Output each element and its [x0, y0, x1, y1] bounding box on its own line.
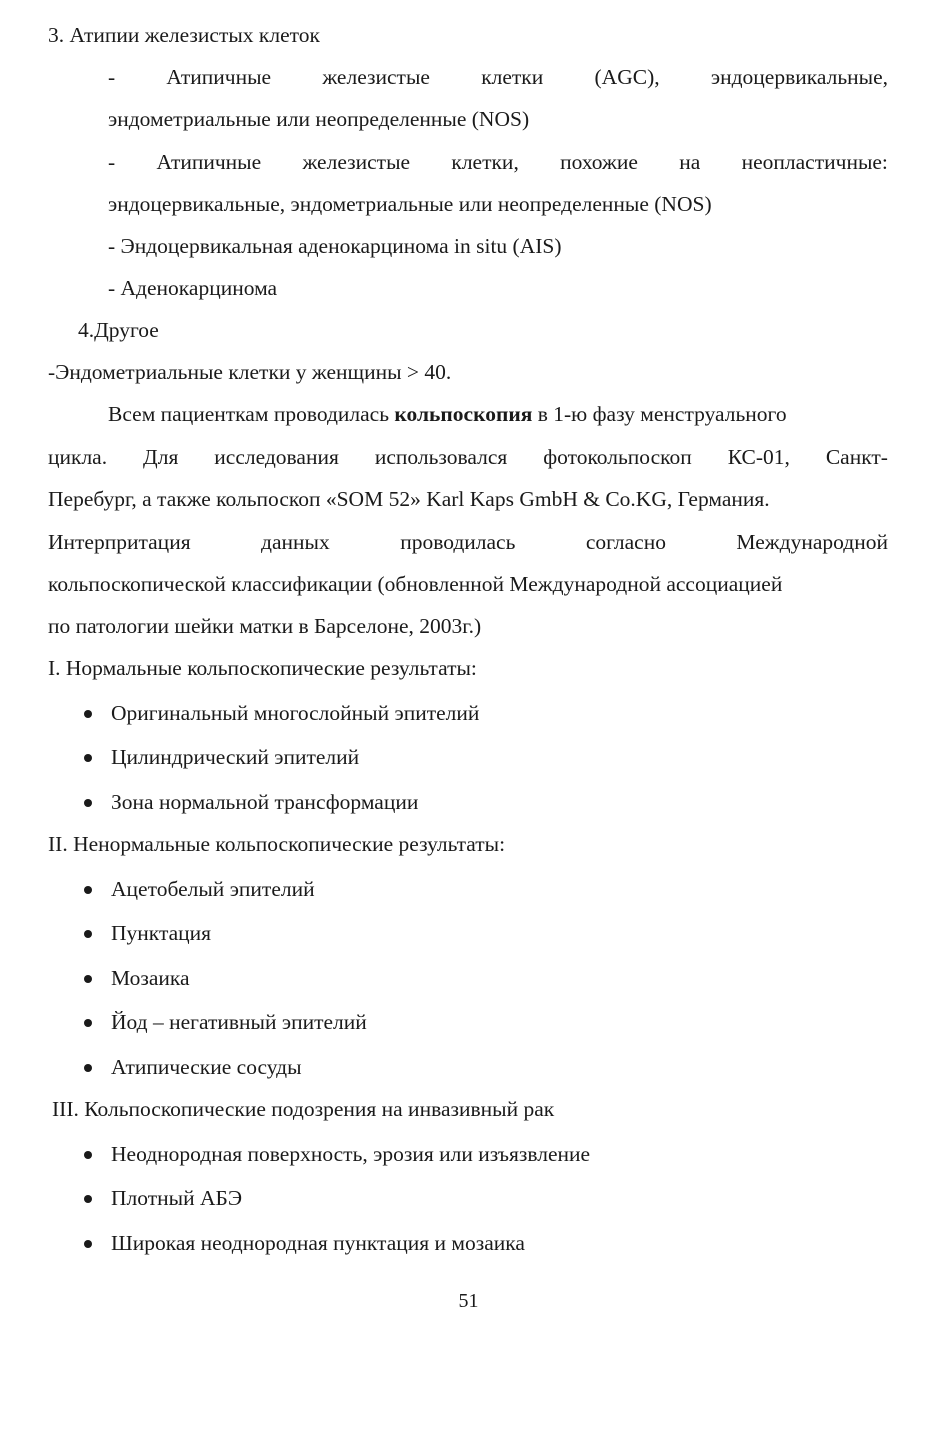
word: клетки,: [451, 150, 519, 174]
word: железистые: [322, 65, 430, 89]
word: Для: [143, 445, 179, 469]
bullet-icon: [84, 1195, 92, 1203]
group-1-item: Зона нормальной трансформации: [111, 790, 419, 814]
word: эндоцервикальные,: [710, 65, 888, 89]
bullet-icon: [84, 799, 92, 807]
word: на: [679, 150, 701, 174]
group-2-item: Йод – негативный эпителий: [111, 1010, 367, 1034]
group-1-heading: I. Нормальные кольпоскопические результаты:: [48, 656, 477, 680]
word: -: [108, 150, 116, 174]
word: цикла.: [48, 445, 108, 469]
bullet-icon: [84, 754, 92, 762]
word: Санкт-: [825, 445, 888, 469]
word: -: [108, 65, 116, 89]
section-3-item-1-line-2: эндометриальные или неопределенные (NOS): [108, 107, 530, 131]
word: данных: [261, 530, 330, 554]
word: Интерпритация: [48, 530, 191, 554]
word: клетки: [481, 65, 544, 89]
bullet-icon: [84, 1240, 92, 1248]
paragraph-line-4: [48, 529, 888, 555]
section-3-item-2-line-1: [108, 149, 888, 175]
word: использовался: [374, 445, 508, 469]
paragraph-text: Всем пациенткам проводилась: [108, 402, 395, 426]
section-3-item-3: - Эндоцервикальная аденокарцинома in situ (AIS): [108, 234, 562, 258]
bullet-icon: [84, 1064, 92, 1072]
group-2-item: Пунктация: [111, 921, 212, 945]
word: КС-01,: [727, 445, 790, 469]
bullet-icon: [84, 1019, 92, 1027]
word: Атипичные: [156, 150, 262, 174]
section-4-heading: 4.Другое: [78, 318, 159, 342]
group-1-item: Оригинальный многослойный эпителий: [111, 701, 480, 725]
paragraph-text: в 1-ю фазу менструального: [532, 402, 787, 426]
page-number: 51: [458, 1290, 479, 1312]
paragraph-line-3: Перебург, а также кольпоскоп «SOM 52» Karl Kaps GmbH & Co.KG, Германия.: [48, 487, 770, 511]
section-3-item-2-line-2: эндоцервикальные, эндометриальные или неопределенные (NOS): [108, 192, 712, 216]
group-2-item: Ацетобелый эпителий: [111, 877, 315, 901]
word: (AGC),: [594, 65, 660, 89]
word: Атипичные: [166, 65, 272, 89]
word: неопластичные:: [741, 150, 888, 174]
paragraph-line-6: по патологии шейки матки в Барселоне, 2003г.): [48, 614, 482, 638]
section-3-item-1-line-1: [108, 64, 888, 90]
paragraph-line-1: [108, 401, 888, 427]
paragraph-line-2: [48, 444, 888, 470]
group-2-heading: II. Ненормальные кольпоскопические результаты:: [48, 832, 506, 856]
group-3-item: Широкая неоднородная пунктация и мозаика: [111, 1231, 525, 1255]
bullet-icon: [84, 710, 92, 718]
word: проводилась: [400, 530, 516, 554]
group-2-item: Атипические сосуды: [111, 1055, 302, 1079]
word: железистые: [302, 150, 411, 174]
bullet-icon: [84, 975, 92, 983]
word: исследования: [214, 445, 339, 469]
paragraph-bold-term: кольпоскопия: [394, 402, 533, 426]
section-4-item: -Эндометриальные клетки у женщины > 40.: [48, 360, 452, 384]
paragraph-line-5: кольпоскопической классификации (обновленной Международной ассоциацией: [48, 572, 783, 596]
group-3-item: Неоднородная поверхность, эрозия или изъязвление: [111, 1142, 591, 1166]
bullet-icon: [84, 930, 92, 938]
group-3-heading: III. Кольпоскопические подозрения на инвазивный рак: [52, 1097, 555, 1121]
bullet-icon: [84, 1151, 92, 1159]
word: согласно: [585, 530, 666, 554]
section-3-heading: 3. Атипии железистых клеток: [48, 23, 320, 47]
bullet-icon: [84, 886, 92, 894]
word: фотокольпоскоп: [543, 445, 692, 469]
group-3-item: Плотный АБЭ: [111, 1186, 243, 1210]
group-1-item: Цилиндрический эпителий: [111, 745, 360, 769]
group-2-item: Мозаика: [111, 966, 190, 990]
section-3-item-4: - Аденокарцинома: [108, 276, 278, 300]
word: похожие: [560, 150, 638, 174]
word: Международной: [736, 530, 888, 554]
